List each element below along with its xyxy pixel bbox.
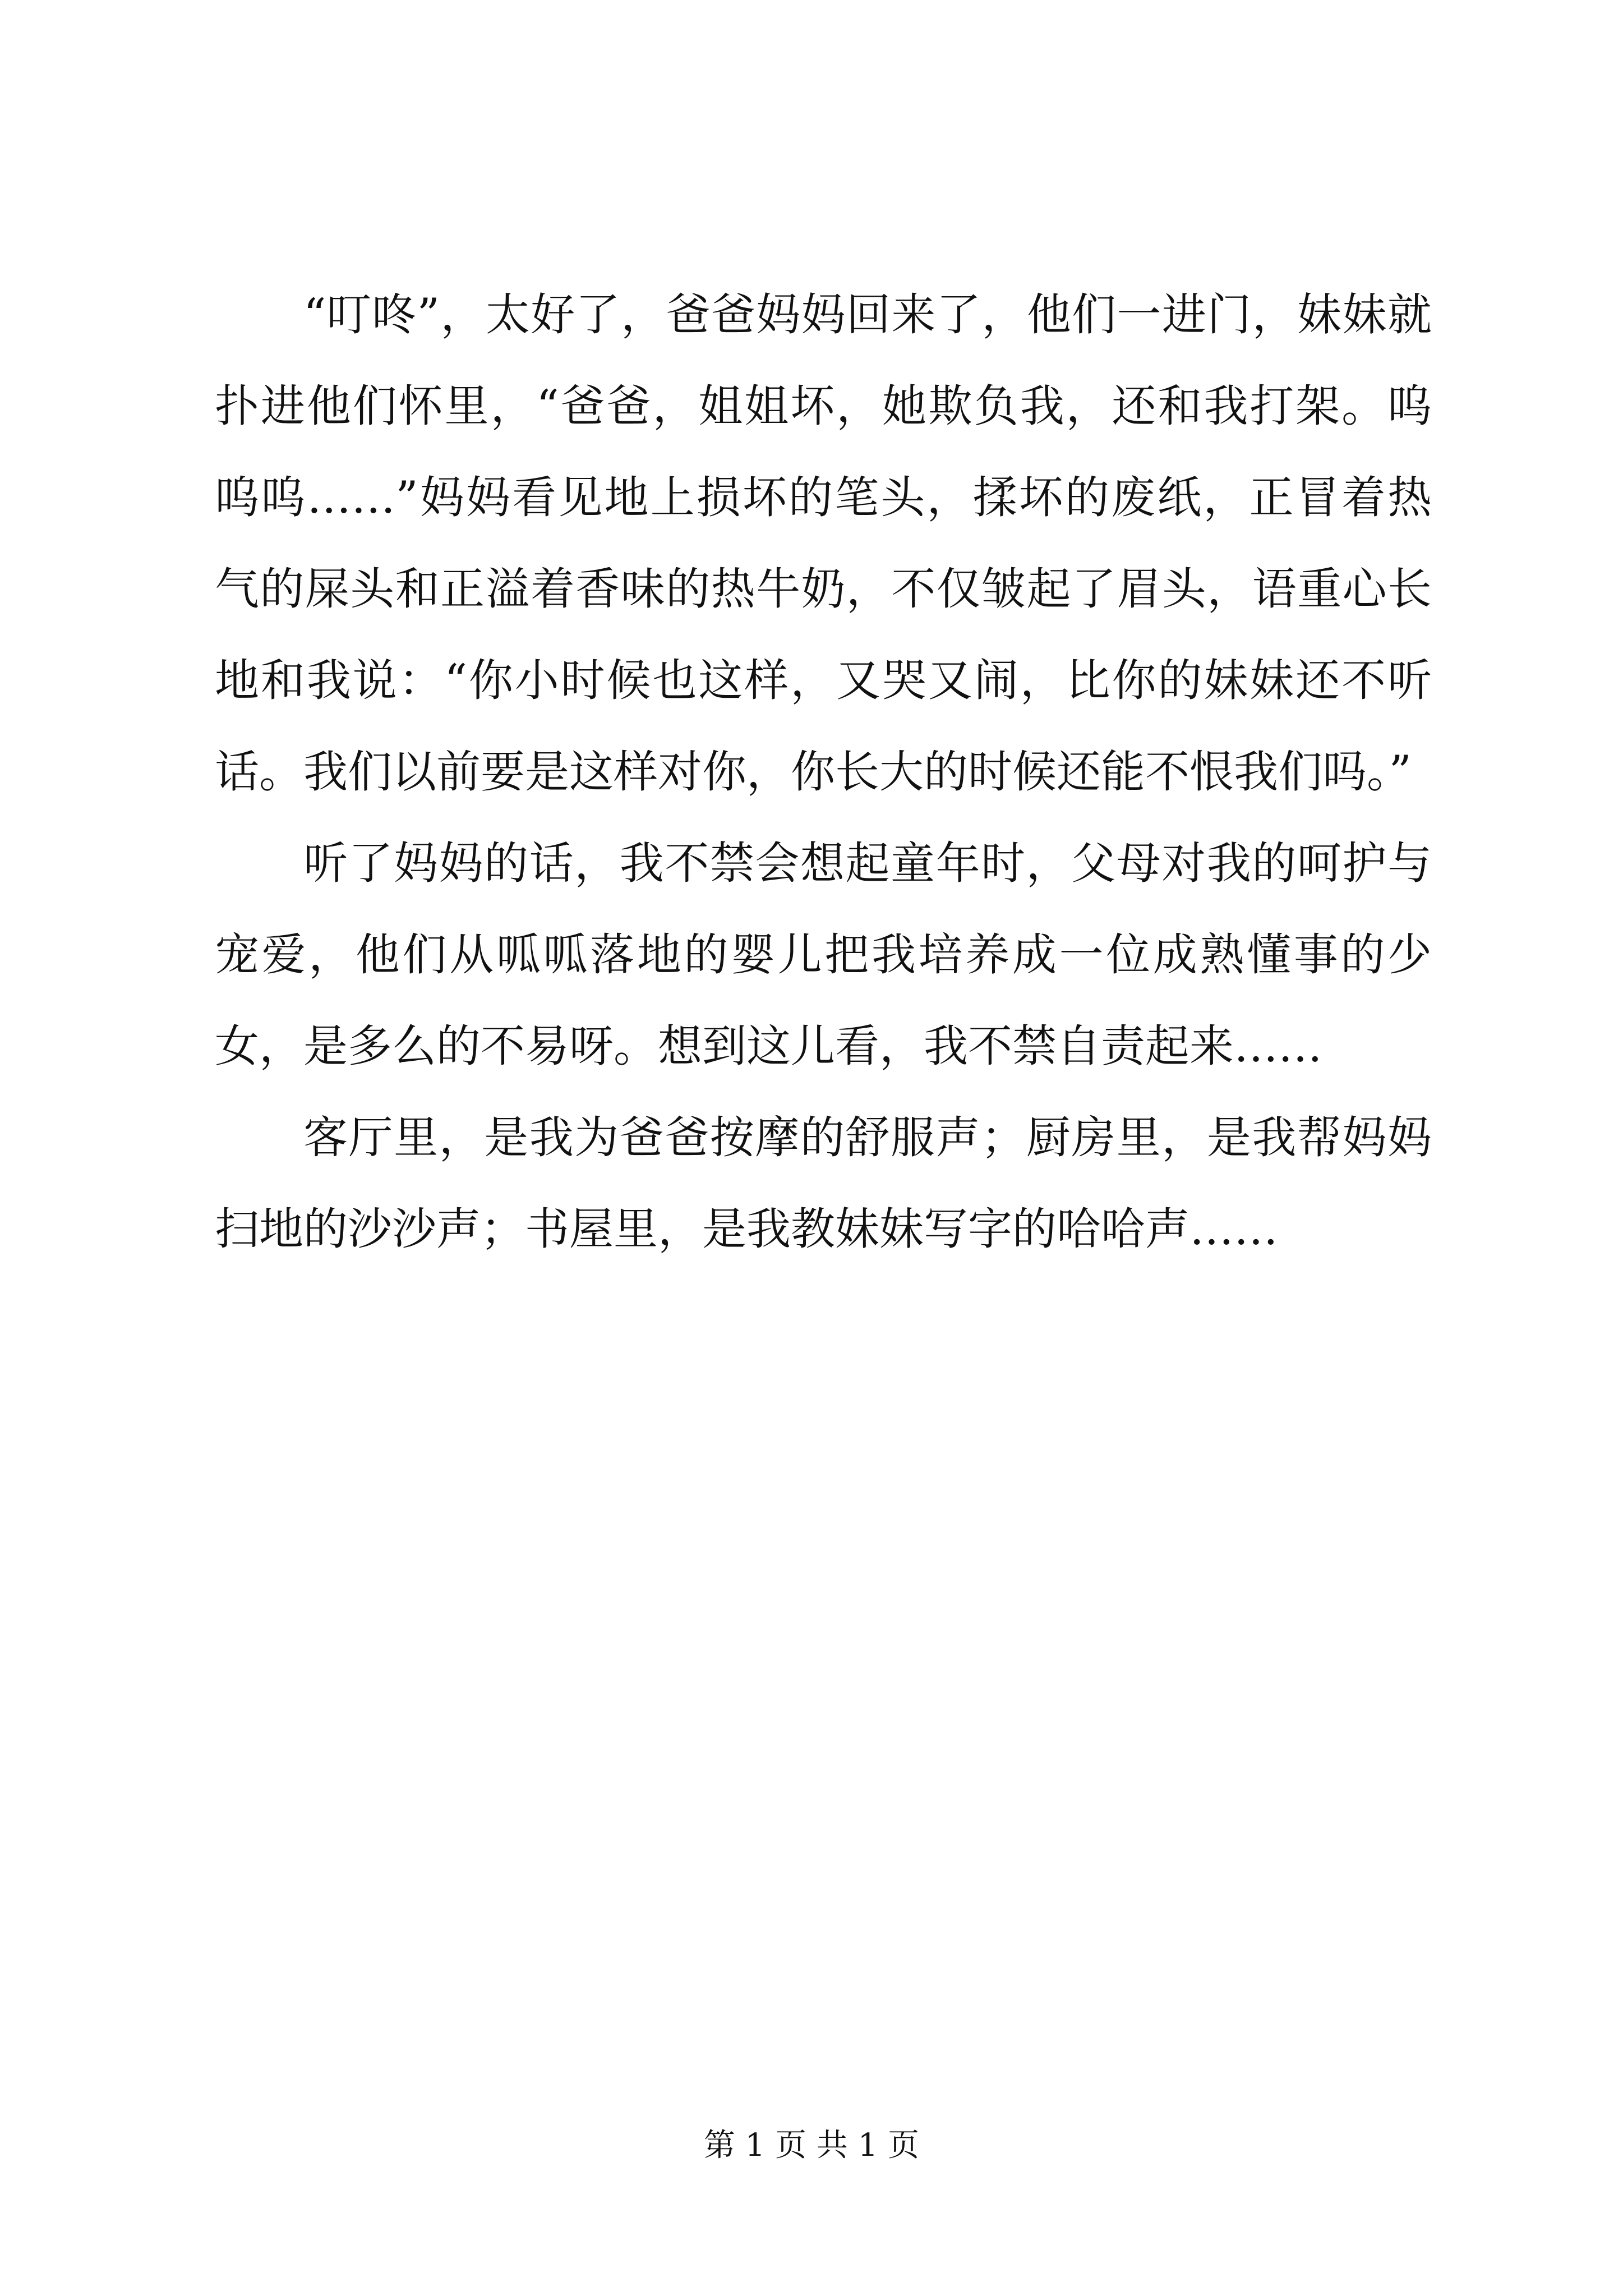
page-number-footer: 第 1 页 共 1 页 (703, 2127, 920, 2164)
document-body (215, 269, 1432, 1275)
paragraph-3: 客厅里，是我为爸爸按摩的舒服声；厨房里，是我帮妈妈扫地的沙沙声；书屋里，是我教妹妹写字的哈哈声…… (215, 1112, 1432, 1255)
paragraph-2: 听了妈妈的话，我不禁会想起童年时，父母对我的呵护与宠爱，他们从呱呱落地的婴儿把我培养成一位成熟懂事的少女，是多么的不易呀。想到这儿看，我不禁自责起来…… (215, 838, 1432, 1072)
paragraph-1: “叮咚”，太好了，爸爸妈妈回来了，他们一进门，妹妹就扑进他们怀里，“爸爸，姐姐坏，她欺负我，还和我打架。呜呜呜……”妈妈看见地上损坏的笔头，揉坏的废纸，正冒着热气的屎头和正溢着香味的热牛奶，不仅皱起了眉头，语重心长地和我说：“你小时候也这样，又哭又闹，比你的妹妹还不听话。我们以前要是这样对你，你长大的时候还能不恨我们吗。” (215, 289, 1432, 798)
